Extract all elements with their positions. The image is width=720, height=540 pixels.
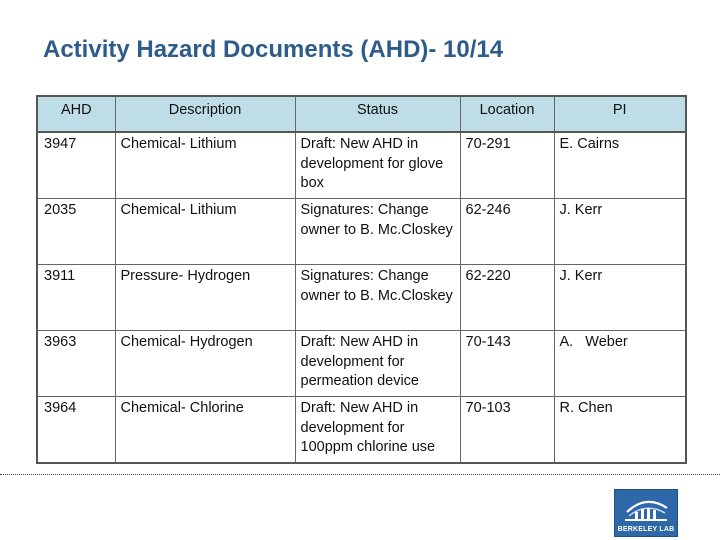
- header-pi: PI: [554, 96, 686, 132]
- table-row: [37, 331, 686, 397]
- table-row: [37, 132, 686, 199]
- header-status: Status: [295, 96, 460, 132]
- cell-location: 70-103: [460, 397, 554, 464]
- cell-description: Chemical- Hydrogen: [115, 331, 295, 397]
- cell-location: 62-220: [460, 265, 554, 331]
- cell-pi: J. Kerr: [554, 199, 686, 265]
- cell-description: Pressure- Hydrogen: [115, 265, 295, 331]
- header-description: Description: [115, 96, 295, 132]
- page-title: Activity Hazard Documents (AHD)- 10/14: [43, 36, 504, 63]
- cell-location: 70-291: [460, 132, 554, 199]
- cell-pi: R. Chen: [554, 397, 686, 464]
- logo-text: BERKELEY LAB: [617, 526, 675, 533]
- cell-pi: A. Weber: [554, 331, 686, 397]
- cell-description: Chemical- Chlorine: [115, 397, 295, 464]
- cell-ahd: 3963: [37, 331, 115, 397]
- ahd-table: [36, 95, 687, 464]
- table-row: [37, 265, 686, 331]
- cell-pi: J. Kerr: [554, 265, 686, 331]
- table-header-row: [37, 96, 686, 132]
- table-row: [37, 397, 686, 464]
- footer-divider: [0, 474, 720, 475]
- cell-location: 70-143: [460, 331, 554, 397]
- cell-ahd: 3964: [37, 397, 115, 464]
- cell-status: Draft: New AHD in development for permeation device: [295, 331, 460, 397]
- cell-status: Signatures: Change owner to B. Mc.Closkey: [295, 265, 460, 331]
- cell-ahd: 3911: [37, 265, 115, 331]
- header-ahd: AHD: [37, 96, 115, 132]
- cell-ahd: 2035: [37, 199, 115, 265]
- cell-description: Chemical- Lithium: [115, 199, 295, 265]
- cell-ahd: 3947: [37, 132, 115, 199]
- cell-status: Signatures: Change owner to B. Mc.Closkey: [295, 199, 460, 265]
- header-location: Location: [460, 96, 554, 132]
- cell-status: Draft: New AHD in development for 100ppm chlorine use: [295, 397, 460, 464]
- berkeley-lab-logo: [614, 489, 678, 537]
- cell-location: 62-246: [460, 199, 554, 265]
- cell-pi: E. Cairns: [554, 132, 686, 199]
- cell-description: Chemical- Lithium: [115, 132, 295, 199]
- berkeley-lab-logo-icon: [615, 490, 677, 526]
- cell-status: Draft: New AHD in development for glove box: [295, 132, 460, 199]
- table-row: [37, 199, 686, 265]
